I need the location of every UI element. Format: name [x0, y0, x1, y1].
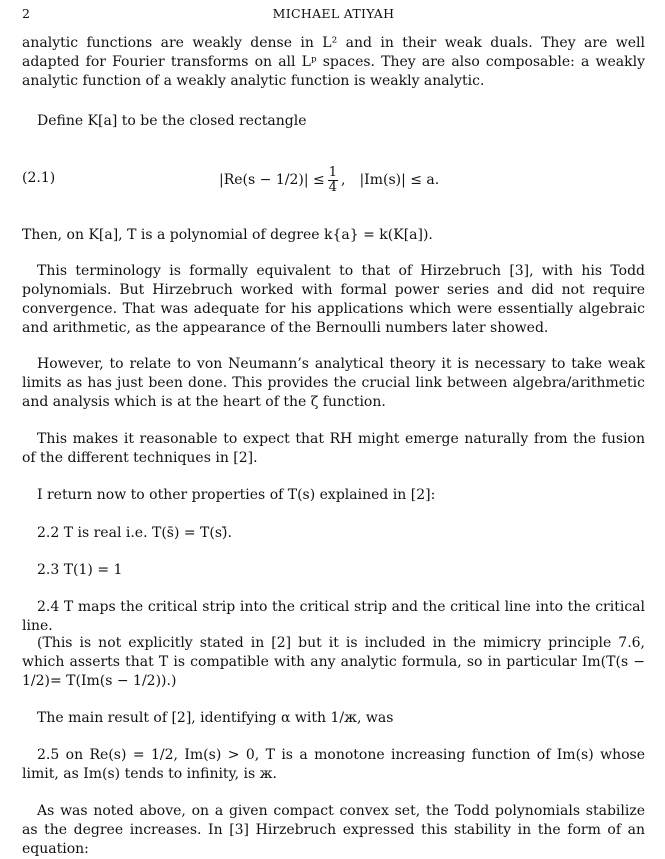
fraction-one-quarter	[328, 166, 338, 195]
equation-label: (2.1)	[22, 170, 56, 186]
equation-comma: ,	[341, 172, 346, 188]
page-number: 2	[22, 6, 30, 21]
equation-2-1	[22, 160, 645, 200]
paragraph-todd-stability: As was noted above, on a given compact convex set, the Todd polynomials stabilize as the degree increases. In [3] Hirzebruch expressed this stability in the form of an equation:	[22, 803, 645, 857]
running-title: MICHAEL ATIYAH	[272, 6, 395, 21]
paragraph-polynomial-degree: Then, on K[a], T is a polynomial of degree k{a} = k(K[a]).	[22, 227, 433, 243]
page-header	[22, 6, 645, 24]
property-2-3: 2.3 T(1) = 1	[37, 562, 123, 578]
fraction-numerator: 1	[328, 164, 337, 180]
paragraph-von-neumann: However, to relate to von Neumann’s analytical theory it is necessary to take weak limits as has just been done. This provides the crucial link between algebra/arithmetic and analysis which is at the heart of the ζ function.	[22, 356, 645, 410]
paragraph-weak-duals: analytic functions are weakly dense in L² and in their weak duals. They are well adapted for Fourier transforms on all Lᵖ spaces. They are also composable: a weakly analytic function of a weakly analytic function is weakly analytic.	[22, 35, 645, 89]
property-2-5: 2.5 on Re(s) = 1/2, Im(s) > 0, T is a monotone increasing function of Im(s) whose limit, as Im(s) tends to infinity, is ж.	[22, 747, 645, 782]
paragraph-mimicry-principle: (This is not explicitly stated in [2] but it is included in the mimicry principle 7.6, which asserts that T is compatible with any analytic formula, so in particular Im(T(s − 1/2)= T(Im(s − 1/2)).)	[22, 635, 645, 689]
property-2-4: 2.4 T maps the critical strip into the critical strip and the critical line into the critical line.	[22, 599, 645, 634]
equation-right: |Im(s)| ≤ a.	[359, 172, 440, 188]
paragraph-main-result: The main result of [2], identifying α with 1/ж, was	[37, 710, 394, 726]
fraction-denominator: 4	[328, 179, 337, 195]
equation-body	[219, 160, 439, 200]
paragraph-other-properties: I return now to other properties of T(s) explained in [2]:	[37, 487, 436, 503]
paragraph-rh-fusion: This makes it reasonable to expect that RH might emerge naturally from the fusion of the different techniques in [2].	[22, 431, 645, 466]
equation-left: |Re(s − 1/2)| ≤	[219, 172, 325, 188]
paragraph-hirzebruch: This terminology is formally equivalent to that of Hirzebruch [3], with his Todd polynomials. But Hirzebruch worked with formal power series and did not require convergence. That was adequate for his applications which were essentially algebraic and arithmetic, as the appearance of the Bernoulli numbers later showed.	[22, 263, 645, 336]
paragraph-define-rectangle: Define K[a] to be the closed rectangle	[37, 113, 307, 129]
property-2-2: 2.2 T is real i.e. T(s̄) = T(s)̄.	[37, 525, 232, 541]
